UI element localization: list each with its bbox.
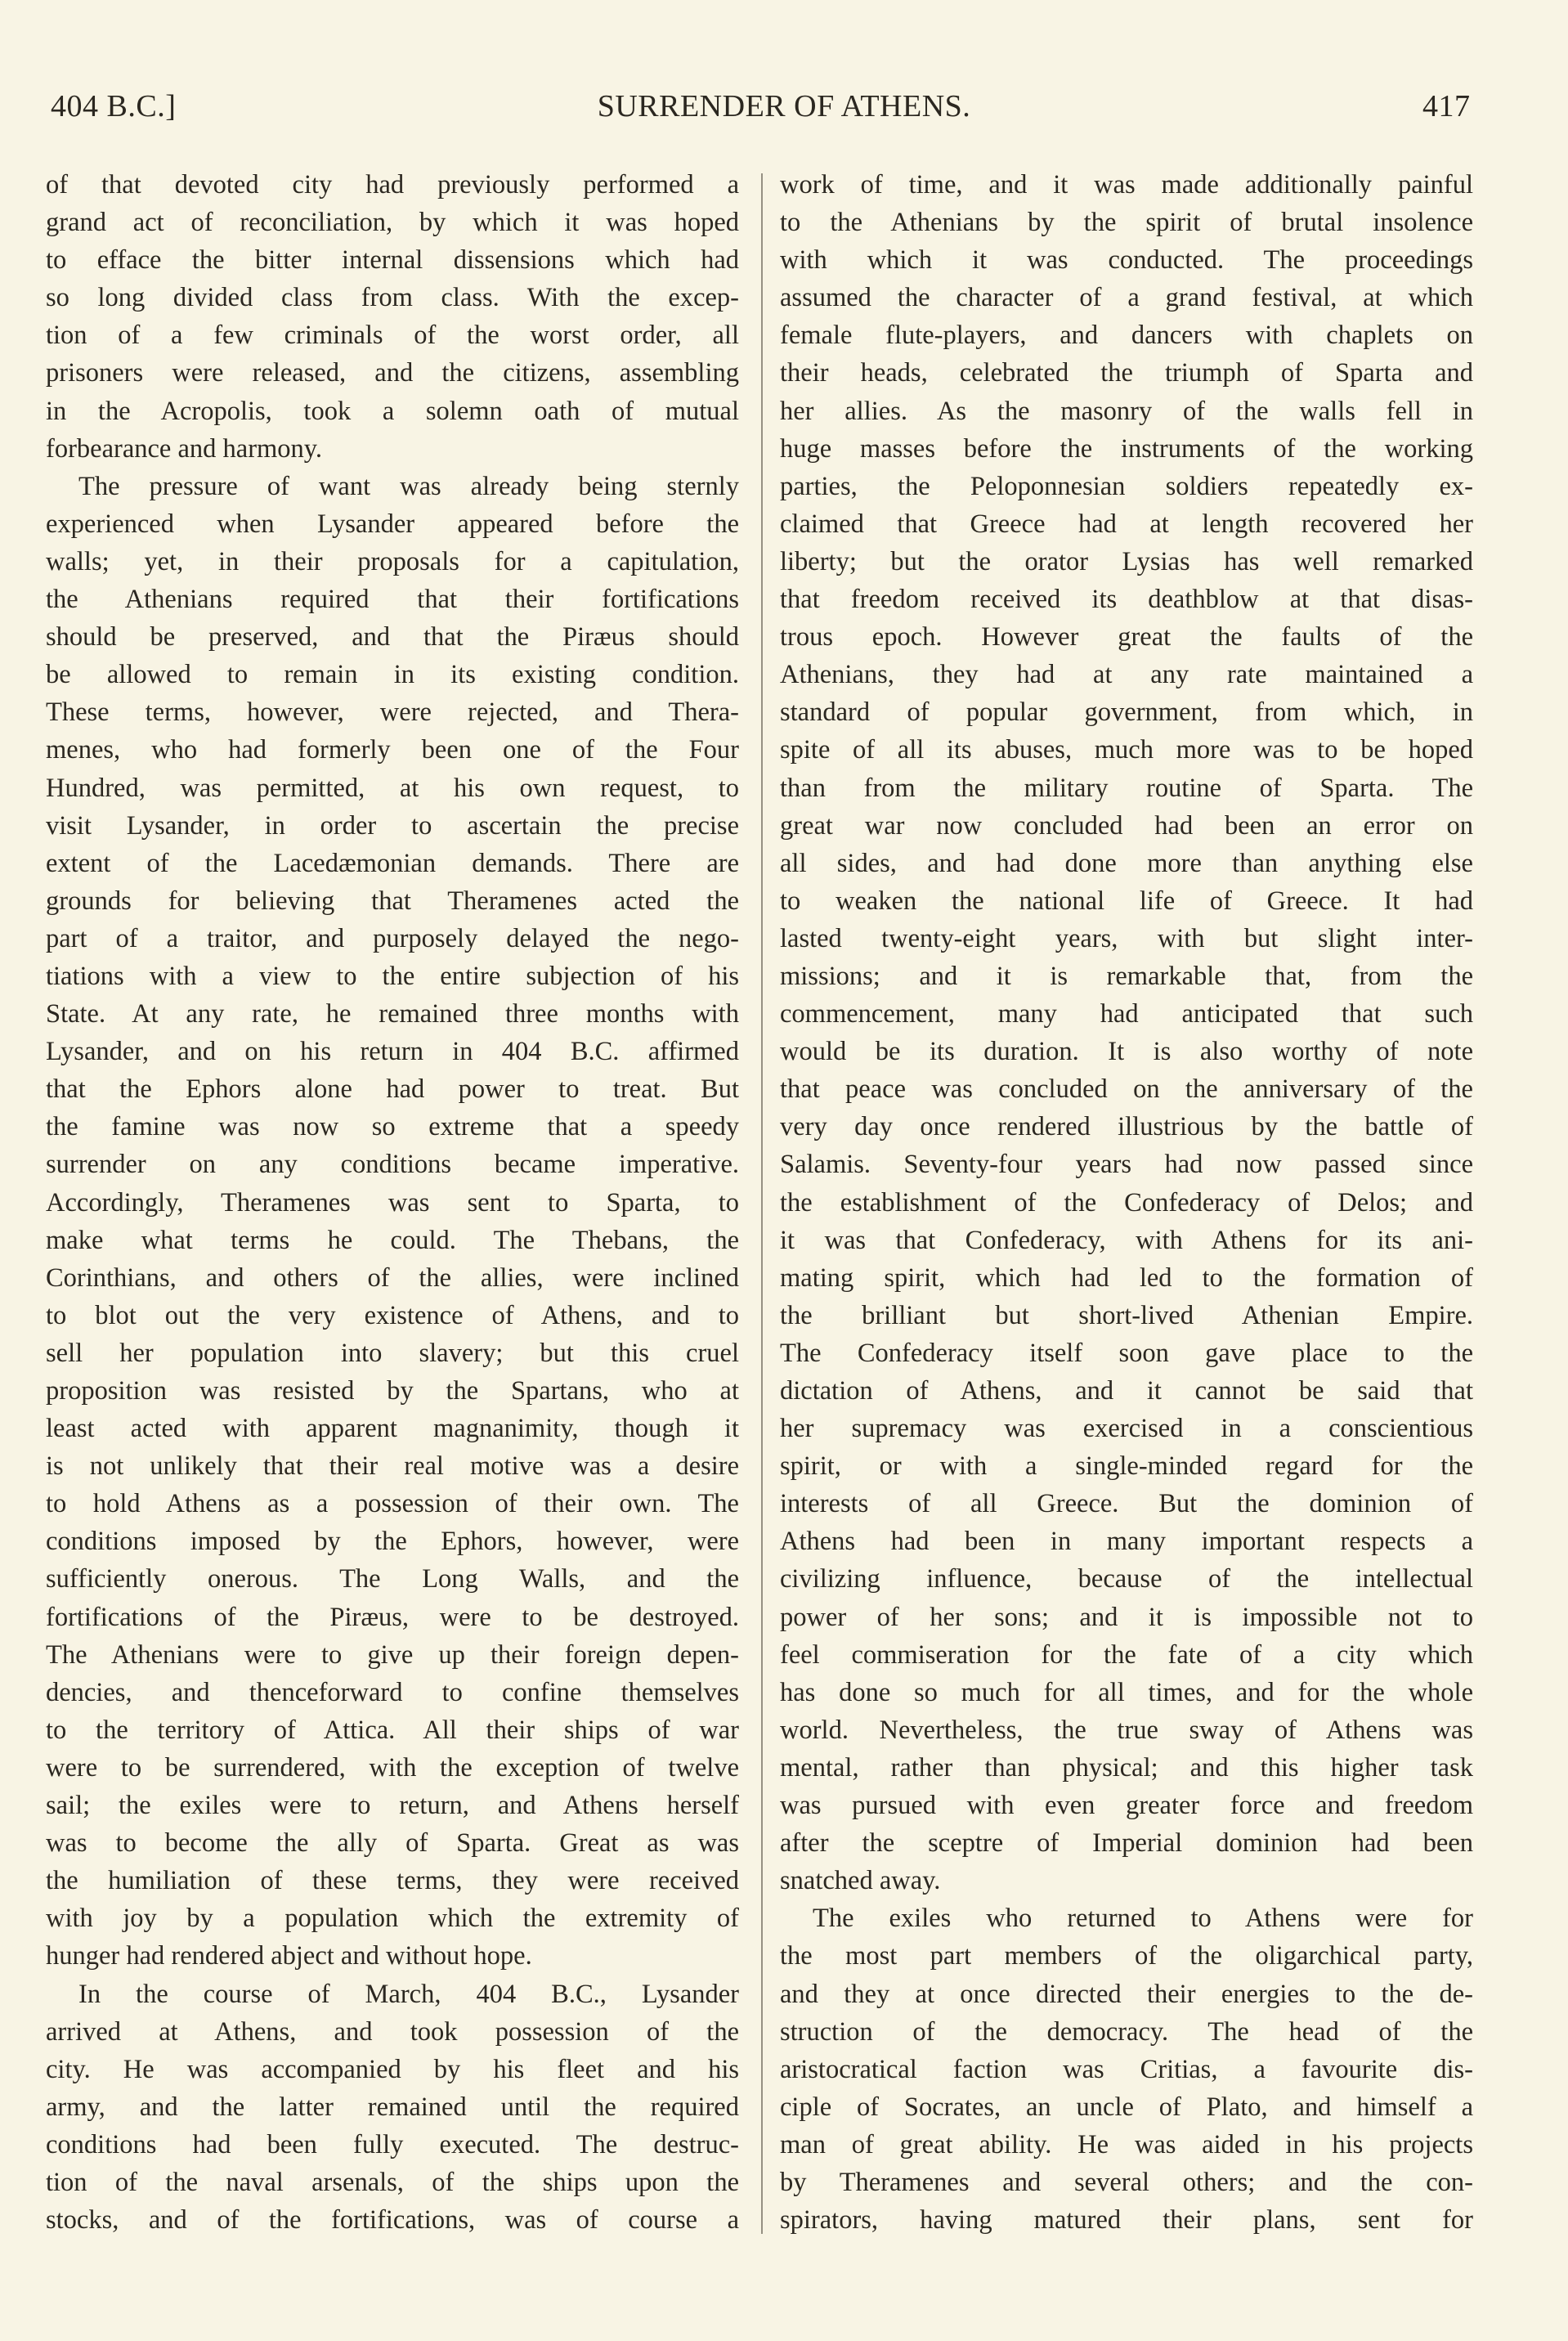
text-line: the famine was now so extreme that a speedy (46, 1112, 739, 1142)
text-line: conditions imposed by the Ephors, however, were (46, 1527, 739, 1557)
text-line: stocks, and of the fortifications, was of course a (46, 2205, 739, 2236)
text-line: parties, the Peloponnesian soldiers repeatedly ex- (780, 471, 1473, 501)
text-line: dictation of Athens, and it cannot be said that (780, 1376, 1473, 1406)
text-line: man of great ability. He was aided in his projects (780, 2129, 1473, 2159)
text-line: arrived at Athens, and took possession of the (46, 2016, 739, 2047)
running-head-date: 404 B.C.] (51, 89, 177, 123)
text-line: make what terms he could. The Thebans, the (46, 1225, 739, 1255)
text-line: interests of all Greece. But the dominion of (780, 1489, 1473, 1519)
text-line: the establishment of the Confederacy of Delos; and (780, 1187, 1473, 1218)
text-line: after the sceptre of Imperial dominion had been (780, 1828, 1473, 1859)
text-line: grounds for believing that Theramenes acted the (46, 886, 739, 916)
text-line: In the course of March, 404 B.C., Lysander (78, 1979, 739, 2009)
text-line: State. At any rate, he remained three months with (46, 999, 739, 1029)
text-line: The Confederacy itself soon gave place to the (780, 1338, 1473, 1368)
text-line: to hold Athens as a possession of their own. The (46, 1489, 739, 1519)
text-line: visit Lysander, in order to ascertain the precise (46, 810, 739, 841)
text-line: with which it was conducted. The proceedings (780, 245, 1473, 276)
text-line: to the territory of Attica. All their ships of war (46, 1715, 739, 1745)
text-line: female flute-players, and dancers with chaplets on (780, 321, 1473, 351)
text-line: spirit, or with a single-minded regard for the (780, 1451, 1473, 1482)
text-line: proposition was resisted by the Spartans, who at (46, 1376, 739, 1406)
text-line: Accordingly, Theramenes was sent to Sparta, to (46, 1187, 739, 1218)
text-line: ciple of Socrates, an uncle of Plato, and himself a (780, 2092, 1473, 2122)
text-line: fortifications of the Piræus, were to be destroyed. (46, 1602, 739, 1632)
text-line: sail; the exiles were to return, and Athens herself (46, 1791, 739, 1821)
text-line: spite of all its abuses, much more was to be hoped (780, 735, 1473, 765)
text-line: missions; and it is remarkable that, from the (780, 961, 1473, 991)
text-line: surrender on any conditions became imperative. (46, 1150, 739, 1180)
text-line: The Athenians were to give up their foreign depen- (46, 1639, 739, 1670)
text-line: has done so much for all times, and for the whole (780, 1677, 1473, 1707)
text-line: The exiles who returned to Athens were for (813, 1904, 1473, 1934)
text-line: were to be surrendered, with the exception of twelve (46, 1752, 739, 1783)
text-line: is not unlikely that their real motive was a desire (46, 1451, 739, 1482)
text-line: sell her population into slavery; but this cruel (46, 1338, 739, 1368)
text-line: part of a traitor, and purposely delayed the nego- (46, 923, 739, 953)
text-line: prisoners were released, and the citizens, assembling (46, 358, 739, 388)
text-line: Corinthians, and others of the allies, were inclined (46, 1262, 739, 1293)
text-line: mental, rather than physical; and this higher task (780, 1752, 1473, 1783)
text-line: Salamis. Seventy-four years had now passed since (780, 1150, 1473, 1180)
text-line: the humiliation of these terms, they were received (46, 1866, 739, 1896)
text-line: assumed the character of a grand festival, at which (780, 283, 1473, 313)
text-line: commencement, many had anticipated that such (780, 999, 1473, 1029)
text-line: army, and the latter remained until the required (46, 2092, 739, 2122)
text-line: to the Athenians by the spirit of brutal insolence (780, 208, 1473, 238)
text-line: dencies, and thenceforward to confine themselves (46, 1677, 739, 1707)
text-line: to efface the bitter internal dissensions which had (46, 245, 739, 276)
text-line: conditions had been fully executed. The destruc- (46, 2129, 739, 2159)
text-line: standard of popular government, from which, in (780, 697, 1473, 728)
text-line: her allies. As the masonry of the walls fell in (780, 396, 1473, 426)
left-text-column (46, 166, 739, 2239)
text-line: to weaken the national life of Greece. It had (780, 886, 1473, 916)
text-line: by Theramenes and several others; and the con- (780, 2167, 1473, 2197)
text-line: very day once rendered illustrious by the battle of (780, 1112, 1473, 1142)
text-line: would be its duration. It is also worthy of note (780, 1037, 1473, 1067)
text-line: world. Nevertheless, the true sway of Athens was (780, 1715, 1473, 1745)
text-line: the most part members of the oligarchical party, (780, 1941, 1473, 1971)
text-line: feel commiseration for the fate of a city which (780, 1639, 1473, 1670)
text-line: civilizing influence, because of the intellectual (780, 1564, 1473, 1594)
text-line: was to become the ally of Sparta. Great as was (46, 1828, 739, 1859)
text-line: snatched away. (780, 1866, 941, 1896)
text-line: huge masses before the instruments of the working (780, 433, 1473, 464)
text-line: the Athenians required that their fortifications (46, 585, 739, 615)
text-line: experienced when Lysander appeared before the (46, 509, 739, 539)
text-line: The pressure of want was already being sternly (78, 471, 739, 501)
running-head-title: SURRENDER OF ATHENS. (597, 89, 971, 123)
text-line: the brilliant but short-lived Athenian Empire. (780, 1300, 1473, 1330)
text-line: These terms, however, were rejected, and Thera- (46, 697, 739, 728)
text-line: than from the military routine of Sparta. The (780, 773, 1473, 803)
text-line: be allowed to remain in its existing condition. (46, 660, 739, 690)
text-line: Athenians, they had at any rate maintained a (780, 660, 1473, 690)
text-line: of that devoted city had previously performed a (46, 170, 739, 200)
right-text-column (780, 166, 1473, 2239)
text-line: Hundred, was permitted, at his own request, to (46, 773, 739, 803)
text-line: in the Acropolis, took a solemn oath of mutual (46, 396, 739, 426)
text-line: claimed that Greece had at length recovered her (780, 509, 1473, 539)
text-line: that peace was concluded on the anniversary of the (780, 1074, 1473, 1105)
text-line: with joy by a population which the extremity of (46, 1904, 739, 1934)
text-line: her supremacy was exercised in a conscientious (780, 1414, 1473, 1444)
text-line: Lysander, and on his return in 404 B.C. affirmed (46, 1037, 739, 1067)
text-line: hunger had rendered abject and without hope. (46, 1941, 532, 1971)
text-line: aristocratical faction was Critias, a favourite dis- (780, 2054, 1473, 2084)
text-line: their heads, celebrated the triumph of Sparta and (780, 358, 1473, 388)
text-line: tiations with a view to the entire subjection of his (46, 961, 739, 991)
text-line: city. He was accompanied by his fleet and his (46, 2054, 739, 2084)
text-line: extent of the Lacedæmonian demands. There are (46, 848, 739, 878)
text-line: that the Ephors alone had power to treat. But (46, 1074, 739, 1105)
column-divider (761, 173, 763, 2234)
text-line: power of her sons; and it is impossible not to (780, 1602, 1473, 1632)
text-line: and they at once directed their energies to the de- (780, 1979, 1473, 2009)
text-line: so long divided class from class. With the excep- (46, 283, 739, 313)
text-line: tion of the naval arsenals, of the ships upon the (46, 2167, 739, 2197)
text-line: lasted twenty-eight years, with but slight inter- (780, 923, 1473, 953)
text-line: grand act of reconciliation, by which it was hoped (46, 208, 739, 238)
text-line: was pursued with even greater force and freedom (780, 1791, 1473, 1821)
text-line: sufficiently onerous. The Long Walls, and the (46, 1564, 739, 1594)
page-number: 417 (1422, 89, 1471, 123)
text-line: least acted with apparent magnanimity, though it (46, 1414, 739, 1444)
text-line: tion of a few criminals of the worst order, all (46, 321, 739, 351)
text-line: to blot out the very existence of Athens, and to (46, 1300, 739, 1330)
text-line: great war now concluded had been an error on (780, 810, 1473, 841)
text-line: that freedom received its deathblow at that disas- (780, 585, 1473, 615)
text-line: struction of the democracy. The head of the (780, 2016, 1473, 2047)
text-line: trous epoch. However great the faults of the (780, 622, 1473, 653)
text-line: spirators, having matured their plans, sent for (780, 2205, 1473, 2236)
text-line: work of time, and it was made additionally painful (780, 170, 1473, 200)
text-line: should be preserved, and that the Piræus should (46, 622, 739, 653)
text-line: Athens had been in many important respects a (780, 1527, 1473, 1557)
text-line: mating spirit, which had led to the formation of (780, 1262, 1473, 1293)
text-line: menes, who had formerly been one of the Four (46, 735, 739, 765)
text-line: forbearance and harmony. (46, 433, 323, 464)
text-line: it was that Confederacy, with Athens for its ani- (780, 1225, 1473, 1255)
text-line: liberty; but the orator Lysias has well remarked (780, 546, 1473, 576)
text-line: walls; yet, in their proposals for a capitulation, (46, 546, 739, 576)
text-line: all sides, and had done more than anything else (780, 848, 1473, 878)
